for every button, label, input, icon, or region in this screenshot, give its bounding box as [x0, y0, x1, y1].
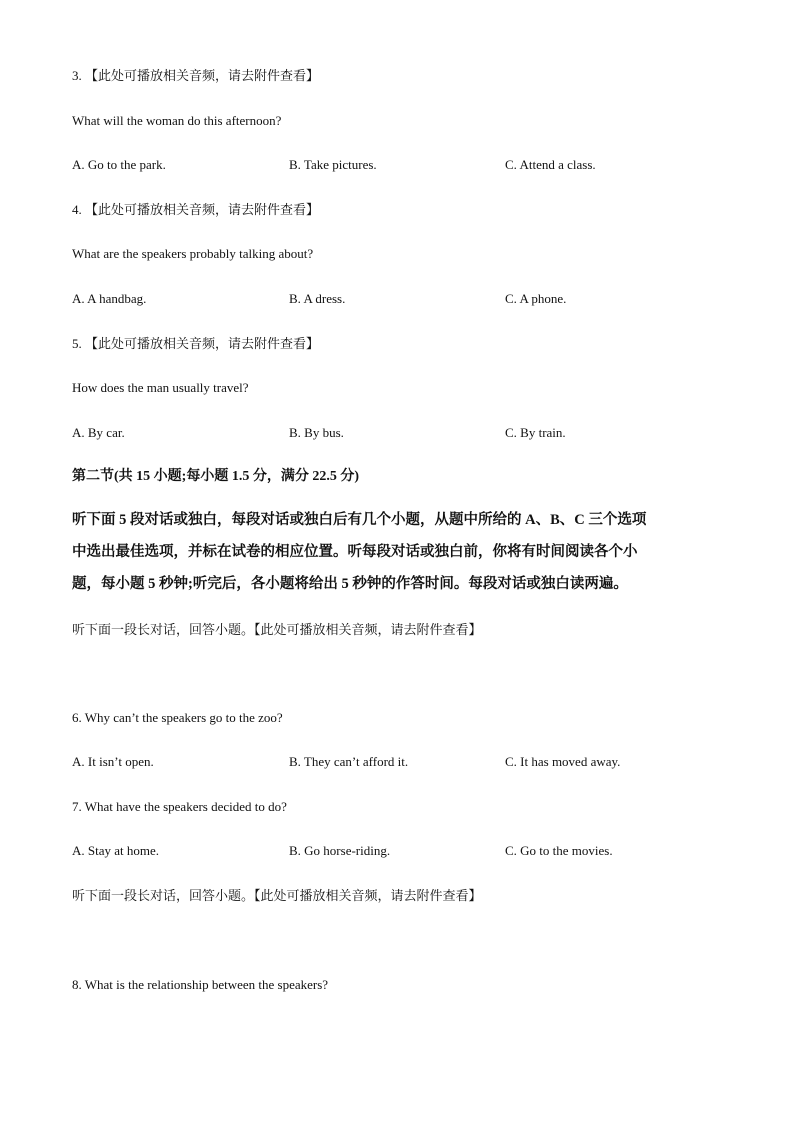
q4-option-c: C. A phone.: [505, 291, 567, 306]
q3-question: What will the woman do this afternoon?: [72, 113, 282, 128]
q8-question: 8. What is the relationship between the speakers?: [72, 977, 329, 992]
q5-header: 5. 【此处可播放相关音频，请去附件查看】: [72, 336, 320, 351]
q7-option-a: A. Stay at home.: [72, 843, 160, 858]
instruction-line: 题，每小题 5 秒钟;听完后，各小题将给出 5 秒钟的作答时间。每段对话或独白读两遍。: [72, 576, 628, 592]
instruction-line: 中选出最佳选项，并标在试卷的相应位置。听每段对话或独白前，你将有时间阅读各个小: [72, 544, 638, 560]
q3-option-b: B. Take pictures.: [289, 157, 377, 172]
q3-header: 3. 【此处可播放相关音频，请去附件查看】: [72, 68, 320, 83]
q4-header: 4. 【此处可播放相关音频，请去附件查看】: [72, 202, 320, 217]
dialog2-intro: 听下面一段长对话，回答小题。【此处可播放相关音频，请去附件查看】: [72, 888, 482, 903]
q4-option-a: A. A handbag.: [72, 291, 147, 306]
q3-option-c: C. Attend a class.: [505, 157, 596, 172]
q7-option-c: C. Go to the movies.: [505, 843, 613, 858]
section2-title: 第二节(共 15 小题;每小题 1.5 分，满分 22.5 分): [72, 469, 359, 484]
q5-option-c: C. By train.: [505, 425, 566, 440]
section2-instructions: [72, 504, 722, 600]
q4-question: What are the speakers probably talking about?: [72, 246, 314, 261]
q5-option-a: A. By car.: [72, 425, 125, 440]
q5-question: How does the man usually travel?: [72, 380, 249, 395]
q5-option-b: B. By bus.: [289, 425, 344, 440]
q7-option-b: B. Go horse-riding.: [289, 843, 391, 858]
q6-option-c: C. It has moved away.: [505, 754, 621, 769]
q6-option-b: B. They can’t afford it.: [289, 754, 409, 769]
q3-option-a: A. Go to the park.: [72, 157, 166, 172]
dialog1-intro: 听下面一段长对话，回答小题。【此处可播放相关音频，请去附件查看】: [72, 622, 482, 637]
q7-question: 7. What have the speakers decided to do?: [72, 799, 287, 814]
q6-question: 6. Why can’t the speakers go to the zoo?: [72, 710, 283, 725]
q4-option-b: B. A dress.: [289, 291, 346, 306]
instruction-line: 听下面 5 段对话或独白，每段对话或独白后有几个小题，从题中所给的 A、B、C 三个选项: [72, 512, 647, 528]
q6-option-a: A. It isn’t open.: [72, 754, 154, 769]
